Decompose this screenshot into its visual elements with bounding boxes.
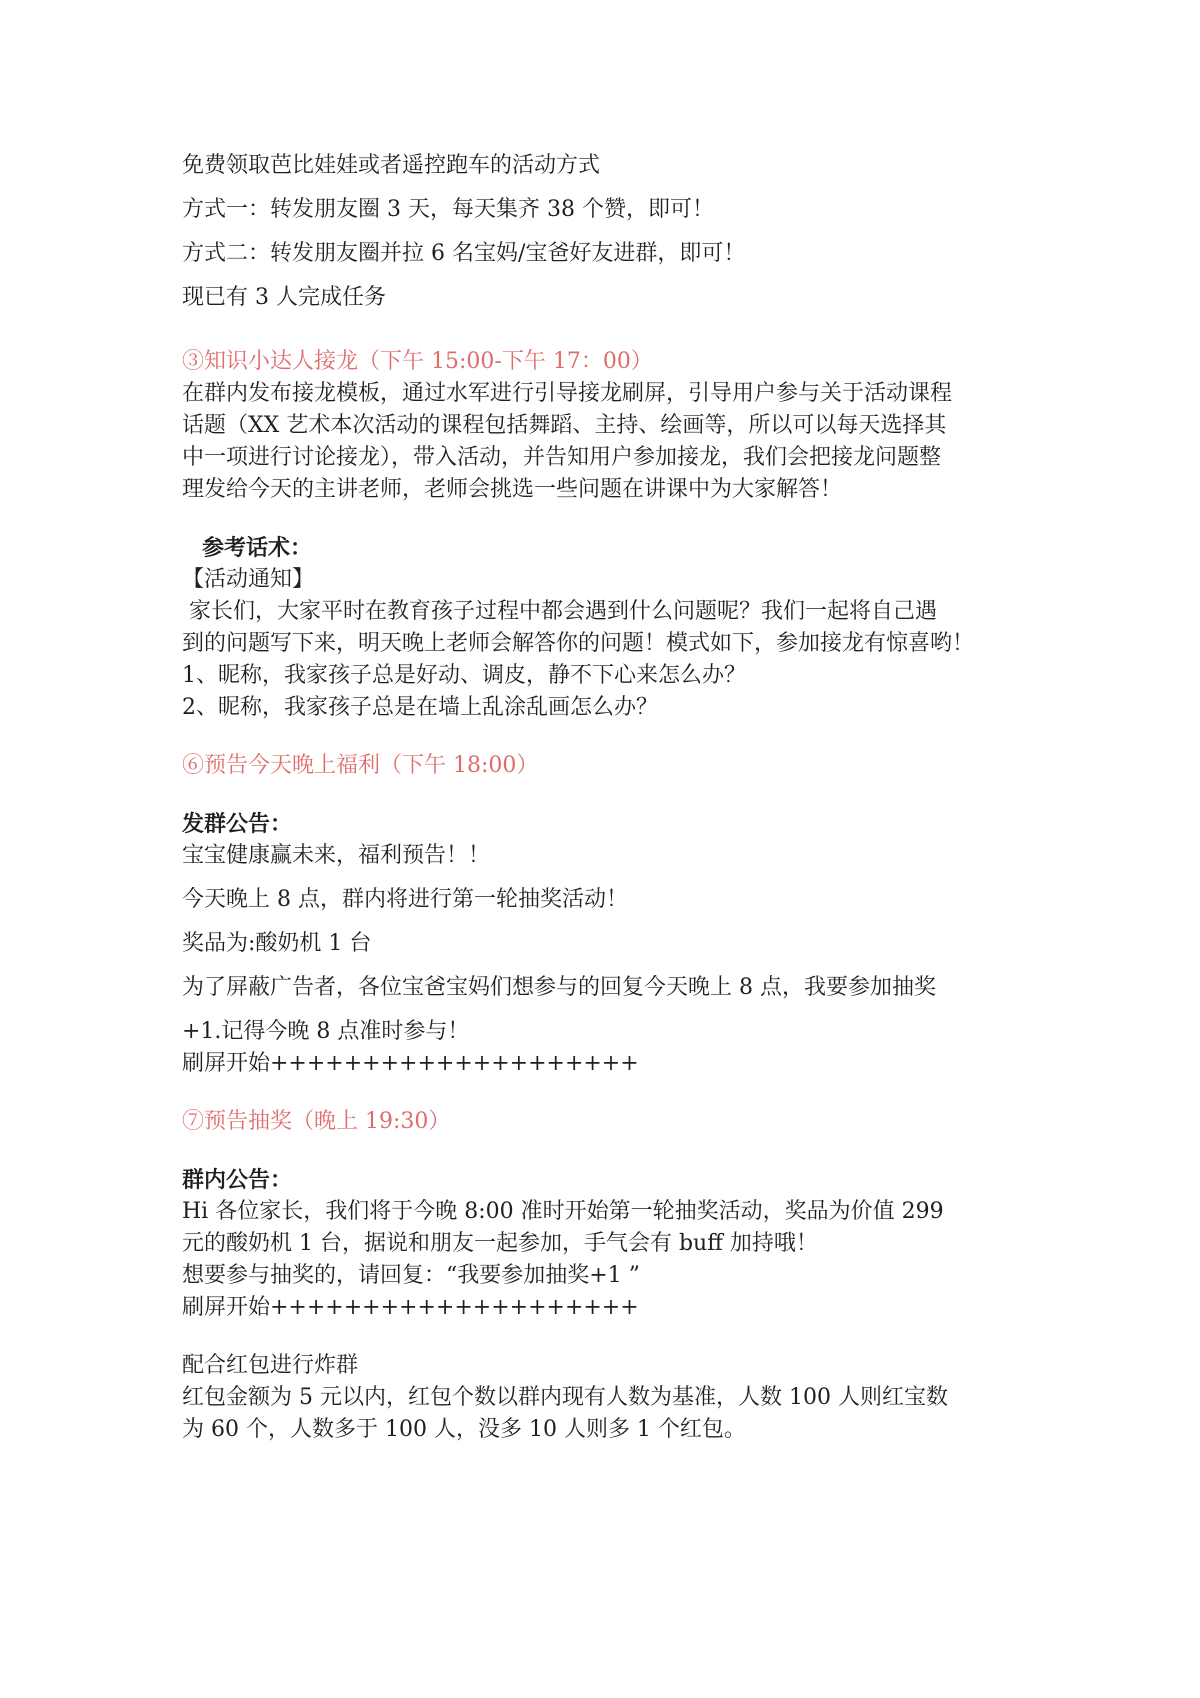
reference-item: 2、昵称，我家孩子总是在墙上乱涂乱画怎么办？ bbox=[182, 695, 658, 720]
section-6-line: 今天晚上 8 点，群内将进行第一轮抽奖活动！ bbox=[182, 887, 628, 912]
section-3-heading: ③知识小达人接龙（下午 15:00-下午 17：00） bbox=[182, 349, 653, 374]
section-6-line: 奖品为:酸奶机 1 台 bbox=[182, 931, 372, 956]
activity-methods-section bbox=[182, 150, 1032, 314]
section-3-line: 话题（XX 艺术本次活动的课程包括舞蹈、主持、绘画等，所以可以每天选择其 bbox=[182, 413, 947, 438]
section-6-line: 宝宝健康赢未来，福利预告！！ bbox=[182, 843, 491, 868]
section-3 bbox=[182, 346, 1032, 506]
section-6-heading: ⑥预告今天晚上福利（下午 18:00） bbox=[182, 753, 539, 778]
method-two: 方式二：转发朋友圈并拉 6 名宝妈/宝爸好友进群，即可！ bbox=[182, 241, 746, 266]
red-packet-title: 配合红包进行炸群 bbox=[182, 1353, 359, 1378]
section-7-line: 元的酸奶机 1 台，据说和朋友一起参加，手气会有 buff 加持哦！ bbox=[182, 1231, 818, 1256]
activity-title: 免费领取芭比娃娃或者遥控跑车的活动方式 bbox=[182, 153, 601, 178]
section-7-label: 群内公告： bbox=[182, 1167, 293, 1193]
reference-line: 家长们，大家平时在教育孩子过程中都会遇到什么问题呢？我们一起将自己遇 bbox=[182, 599, 938, 624]
section-3-line: 理发给今天的主讲老师，老师会挑选一些问题在讲课中为大家解答！ bbox=[182, 477, 843, 502]
method-one: 方式一：转发朋友圈 3 天，每天集齐 38 个赞，即可！ bbox=[182, 197, 714, 222]
document-body bbox=[182, 150, 1032, 1446]
section-7-line: 刷屏开始++++++++++++++++++++ bbox=[182, 1295, 639, 1320]
section-3-line: 在群内发布接龙模板，通过水军进行引导接龙刷屏，引导用户参与关于活动课程 bbox=[182, 381, 953, 406]
reference-item: 1、昵称，我家孩子总是好动、调皮，静不下心来怎么办？ bbox=[182, 663, 746, 688]
section-6-line: 为了屏蔽广告者，各位宝爸宝妈们想参与的回复今天晚上 8 点，我要参加抽奖 bbox=[182, 975, 936, 1000]
progress-text: 现已有 3 人完成任务 bbox=[182, 285, 386, 310]
red-packet-line: 为 60 个，人数多于 100 人，没多 10 人则多 1 个红包。 bbox=[182, 1417, 746, 1442]
reference-script bbox=[182, 532, 1032, 724]
section-3-line: 中一项进行讨论接龙），带入活动，并告知用户参加接龙，我们会把接龙问题整 bbox=[182, 445, 942, 470]
reference-line: 到的问题写下来，明天晚上老师会解答你的问题！模式如下，参加接龙有惊喜哟！ bbox=[182, 631, 975, 656]
reference-label: 参考话术： bbox=[202, 535, 313, 561]
section-7-line: 想要参与抽奖的，请回复：“我要参加抽奖+1 ” bbox=[182, 1263, 640, 1288]
red-packet-line: 红包金额为 5 元以内，红包个数以群内现有人数为基准，人数 100 人则红宝数 bbox=[182, 1385, 948, 1410]
notice-tag: 【活动通知】 bbox=[182, 567, 315, 592]
section-7 bbox=[182, 1106, 1032, 1324]
section-6-label: 发群公告： bbox=[182, 811, 293, 837]
section-6-line: +1.记得今晚 8 点准时参与！ bbox=[182, 1019, 470, 1044]
red-packet-section bbox=[182, 1350, 1032, 1446]
section-7-line: Hi 各位家长，我们将于今晚 8:00 准时开始第一轮抽奖活动，奖品为价值 299 bbox=[182, 1199, 944, 1224]
section-7-heading: ⑦预告抽奖（晚上 19:30） bbox=[182, 1109, 451, 1134]
section-6 bbox=[182, 750, 1032, 1080]
section-6-line: 刷屏开始++++++++++++++++++++ bbox=[182, 1051, 639, 1076]
